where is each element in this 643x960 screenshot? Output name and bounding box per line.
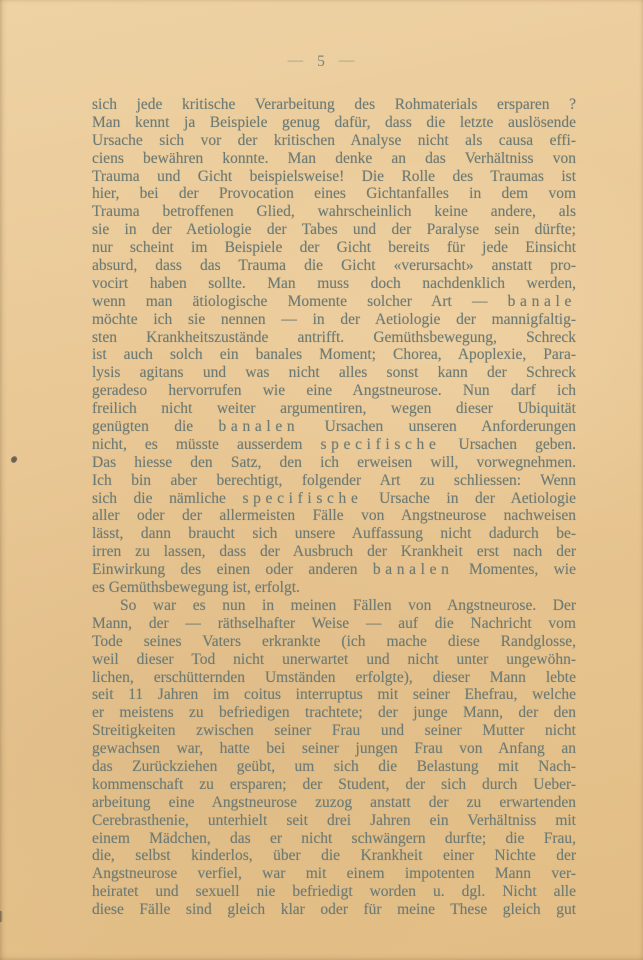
text-line: Mann, der — räthselhafter Weise — auf die Nachricht vom (92, 614, 576, 632)
header-dash-right: — (338, 52, 356, 69)
text-line: sich jede kritische Verarbeitung des Rohmaterials ersparen ? (92, 96, 576, 113)
text-line: irren zu lassen, dass der Ausbruch der Krankheit erst nach der (92, 543, 576, 561)
text-line: genügten die banalen Ursachen unseren Anforderungen (92, 418, 576, 436)
text-line: Einwirkung des einen oder anderen banalen Momentes, wie (92, 561, 576, 579)
text-line: Angstneurose verfiel, war mit einem impotenten Mann ver- (92, 865, 576, 883)
text-line: Ursache sich vor der kritischen Analyse nicht als causa effi- (92, 131, 576, 149)
text-line: sten Krankheitszustände antrifft. Gemüthsbewegung, Schreck (92, 328, 576, 346)
text-line: arbeitung eine Angstneurose zuzog anstatt der zu erwartenden (92, 793, 576, 811)
text-line: kommenschaft zu ersparen; der Student, der sich durch Ueber- (92, 775, 576, 793)
text-line: aller oder der allermeisten Fälle von Angstneurose nachweisen (92, 507, 576, 525)
letterspaced-word: banale (507, 292, 576, 310)
text-line: freilich nicht weiter argumentiren, wegen dieser Ubiquität (92, 400, 576, 418)
text-line: einem Mädchen, das er nicht schwängern durfte; die Frau, (92, 829, 576, 847)
paper-edge-notch (0, 911, 3, 922)
text-line: nur scheint im Beispiele der Gicht bereits für jede Einsicht (92, 239, 576, 257)
text-line: gewachsen war, hatte bei seiner jungen Frau von Anfang an (92, 740, 576, 758)
text-line: Das hiesse den Satz, den ich erweisen will, vorwegnehmen. (92, 453, 576, 471)
page-number: 5 (317, 53, 326, 70)
text-line: Man kennt ja Beispiele genug dafür, dass die letzte auslösende (92, 113, 576, 131)
text-line: lichen, erschütternden Umständen erfolgte), dieser Mann lebte (92, 668, 576, 686)
paper-speck (10, 455, 18, 464)
text-line: geradeso hervorrufen wie eine Angstneurose. Nun darf ich (92, 382, 576, 400)
text-line: diese Fälle sind gleich klar oder für meine These gleich gut (92, 901, 576, 919)
text-line: ciens bewähren konnte. Man denke an das Verhältniss von (92, 149, 576, 167)
header-dash-left: — (287, 52, 305, 69)
text-line: es Gemüthsbewegung ist, erfolgt. (92, 579, 300, 597)
text-line: er meistens zu befriedigen trachtete; der junge Mann, der den (92, 704, 576, 722)
body-text (92, 96, 576, 919)
text-line: lysis agitans und was nicht alles sonst kann der Schreck (92, 364, 576, 382)
page-header (0, 53, 643, 71)
text-line: Streitigkeiten zwischen seiner Frau und seiner Mutter nicht (92, 722, 576, 740)
text-line: seit 11 Jahren im coitus interruptus mit seiner Ehefrau, welche (92, 686, 576, 704)
letterspaced-word: banalen (218, 418, 300, 436)
text-line: sie in der Aetiologie der Tabes und der Paralyse sein dürfte; (92, 221, 576, 239)
text-line: heiratet und sexuell nie befriedigt worden u. dgl. Nicht alle (92, 883, 576, 901)
letterspaced-word: specifische (320, 435, 441, 453)
text-line: ist auch solch ein banales Moment; Chorea, Apoplexie, Para- (92, 346, 576, 364)
text-line: Tode seines Vaters erkrankte (ich mache diese Randglosse, (92, 632, 576, 650)
text-line: vocirt haben sollte. Man muss doch nachdenklich werden, (92, 274, 576, 292)
text-line: sich die nämliche specifische Ursache in der Aetiologie (92, 489, 577, 507)
text-line: nicht, es müsste ausserdem specifische Ursachen geben. (92, 435, 576, 453)
text-line: wenn man ätiologische Momente solcher Art — banale (92, 292, 576, 310)
letterspaced-word: specifische (242, 489, 363, 507)
text-line: lässt, dann braucht sich unsere Auffassung nicht dadurch be- (92, 525, 576, 543)
text-line: möchte ich sie nennen — in der Aetiologie der mannigfaltig- (92, 310, 576, 328)
text-line: die, selbst kinderlos, über die Krankheit einer Nichte der (92, 847, 576, 865)
text-line: absurd, dass das Trauma die Gicht «verursacht» anstatt pro- (92, 257, 576, 275)
text-line: Cerebrasthenie, unterhielt seit drei Jahren ein Verhältniss mit (92, 811, 576, 829)
text-line: Trauma betroffenen Glied, wahrscheinlich keine andere, als (92, 203, 576, 221)
text-line: weil dieser Tod nicht unerwartet und nicht unter ungewöhn- (92, 650, 576, 668)
text-line: das Zurückziehen geübt, um sich die Belastung mit Nach- (92, 757, 576, 775)
text-line: Ich bin aber berechtigt, folgender Art zu schliessen: Wenn (92, 471, 576, 489)
text-line: hier, bei der Provocation eines Gichtanfalles in dem vom (92, 185, 576, 203)
text-line: Trauma und Gicht beispielsweise! Die Rolle des Traumas ist (92, 167, 576, 185)
letterspaced-word: banalen (372, 561, 454, 579)
text-line: So war es nun in meinen Fällen von Angstneurose. Der (120, 596, 576, 614)
